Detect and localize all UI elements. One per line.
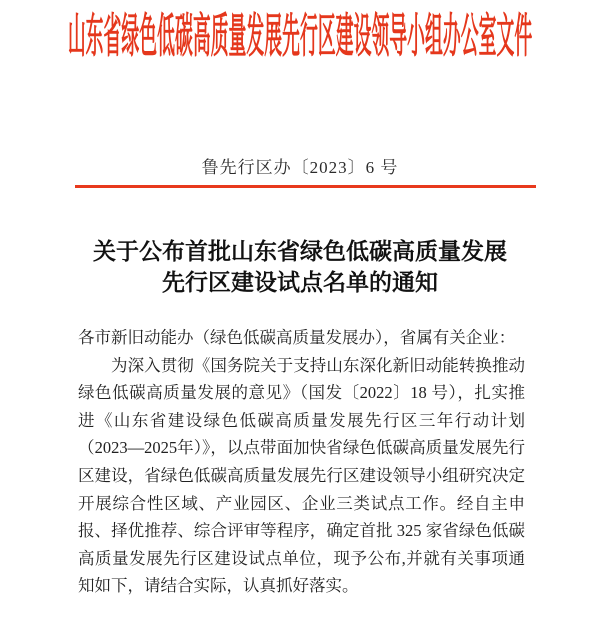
issuing-authority-title: 山东省绿色低碳高质量发展先行区建设领导小组办公室文件 [67,11,533,63]
document-number: 鲁先行区办〔2023〕6 号 [201,158,399,177]
document-body [78,324,525,600]
salutation-line: 各市新旧动能办（绿色低碳高质量发展办），省属有关企业： [78,328,516,347]
notice-title-line2: 先行区建设试点名单的通知 [162,270,438,295]
body-paragraph: 为深入贯彻《国务院关于支持山东深化新旧动能转换推动绿色低碳高质量发展的意见》（国发〔2022〕18 号），扎实推进《山东省建设绿色低碳高质量发展先行区三年行动计划（2023—2025年）》，以点带面加快省绿色低碳高质量发展先行区建设，省绿色低碳高质量发展先行区建设领导小组研究决定开展综合性区域、产业园区、企业三类试点工作。经自主申报、择优推荐、综合评审等程序，确定首批 325 家省绿色低碳高质量发展先行区建设试点单位，现予公布,并就有关事项通知如下，请结合实际，认真抓好落实。 [78,355,525,596]
notice-title-line1: 关于公布首批山东省绿色低碳高质量发展 [93,239,507,264]
notice-title [0,236,600,298]
red-header-banner [0,6,600,68]
red-divider-line [75,185,536,188]
